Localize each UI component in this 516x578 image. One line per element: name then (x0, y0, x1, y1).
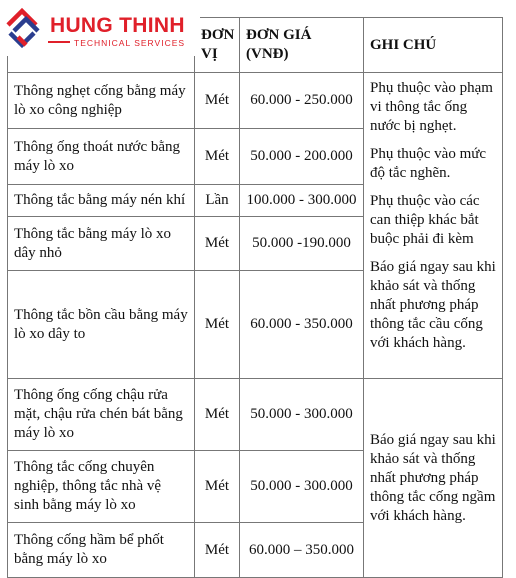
price-cell: 60.000 – 350.000 (240, 523, 364, 578)
service-cell: Thông ống cống chậu rửa mặt, chậu rửa chén bát bằng máy lò xo (8, 379, 195, 451)
service-cell: Thông tắc bồn cầu bằng máy lò xo dây to (8, 271, 195, 379)
service-cell: Thông tắc cống chuyên nghiệp, thông tắc nhà vệ sinh bằng máy lò xo (8, 451, 195, 523)
note-text: Báo giá ngay sau khi khảo sát và thống nhất phương pháp thông tắc cầu cống với khách hàng. (370, 259, 496, 351)
price-cell: 50.000 -190.000 (240, 217, 364, 271)
price-cell: 100.000 - 300.000 (240, 185, 364, 217)
table-row (8, 379, 503, 451)
service-cell: Thông nghẹt cống bằng máy lò xo công nghiệp (8, 73, 195, 129)
logo-name: HUNG THINH (50, 14, 185, 37)
price-cell: 50.000 - 300.000 (240, 379, 364, 451)
unit-cell: Mét (195, 217, 240, 271)
unit-cell: Mét (195, 271, 240, 379)
service-cell: Thông ống thoát nước bằng máy lò xo (8, 129, 195, 185)
price-cell: 50.000 - 300.000 (240, 451, 364, 523)
note-text: Phụ thuộc vào phạm vi thông tắc ống nước bị nghẹt. (370, 80, 493, 134)
logo-emblem-icon (2, 3, 48, 49)
logo-divider (48, 41, 70, 43)
note-cell-group-2 (364, 379, 503, 578)
table-row (8, 73, 503, 129)
header-price: ĐƠN GIÁ (VNĐ) (240, 18, 364, 73)
price-cell: 60.000 - 250.000 (240, 73, 364, 129)
header-note: GHI CHÚ (364, 18, 503, 73)
company-logo (0, 0, 200, 56)
price-cell: 50.000 - 200.000 (240, 129, 364, 185)
logo-tagline: TECHNICAL SERVICES (74, 38, 186, 48)
note-text: Báo giá ngay sau khi khảo sát và thống nhất phương pháp thông tắc cống ngầm với khách hàng. (370, 431, 496, 524)
unit-cell: Mét (195, 523, 240, 578)
service-cell: Thông cống hầm bể phốt bằng máy lò xo (8, 523, 195, 578)
price-cell: 60.000 - 350.000 (240, 271, 364, 379)
price-table (7, 17, 503, 578)
unit-cell: Mét (195, 379, 240, 451)
note-cell-group-1 (364, 73, 503, 379)
note-text: Phụ thuộc vào mức độ tắc nghẽn. (370, 146, 487, 181)
unit-cell: Mét (195, 451, 240, 523)
unit-cell: Mét (195, 129, 240, 185)
unit-cell: Lần (195, 185, 240, 217)
header-unit: ĐƠN VỊ (195, 18, 240, 73)
unit-cell: Mét (195, 73, 240, 129)
service-cell: Thông tắc bằng máy lò xo dây nhỏ (8, 217, 195, 271)
service-cell: Thông tắc bằng máy nén khí (8, 185, 195, 217)
note-text: Phụ thuộc vào các can thiệp khác bắt buộc phải đi kèm (370, 193, 480, 247)
